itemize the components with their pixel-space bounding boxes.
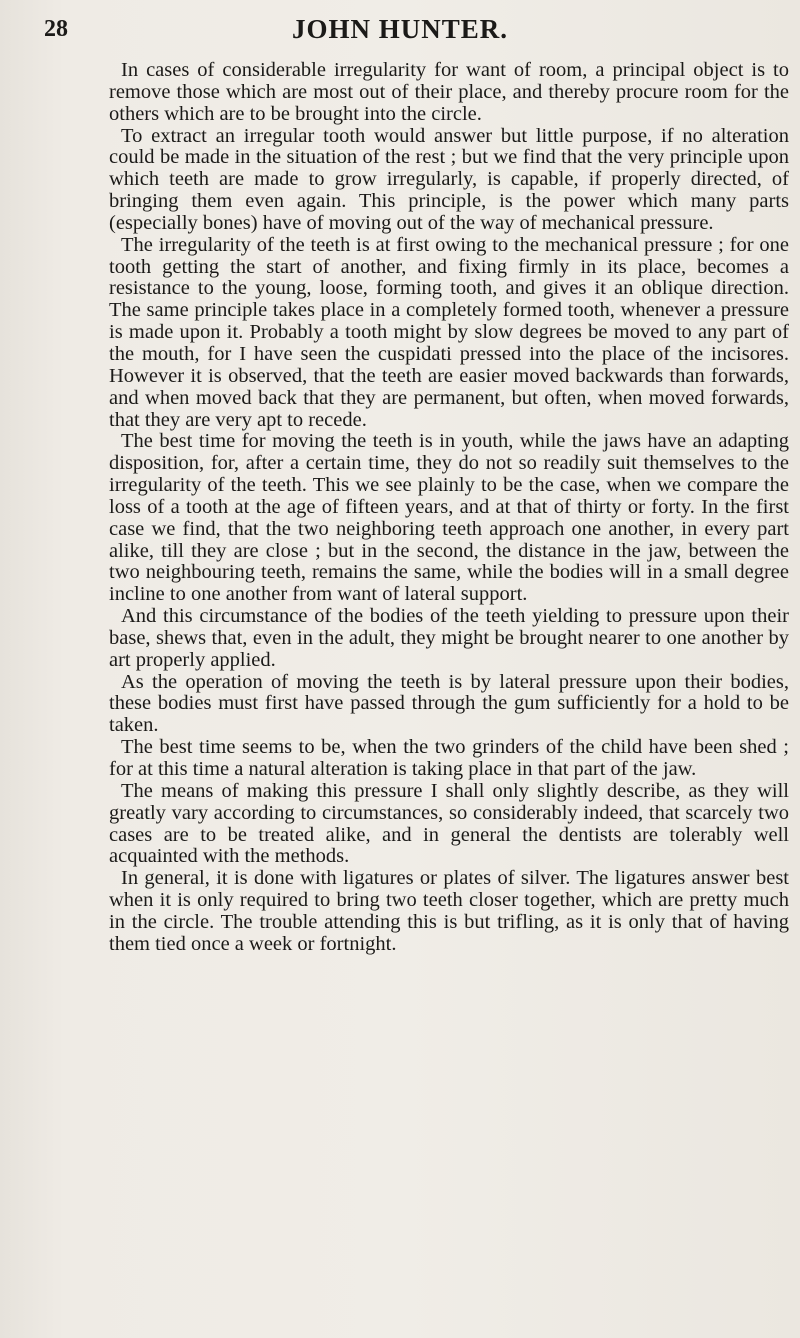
running-head: JOHN HUNTER. [291, 14, 509, 44]
page-number: 28 [44, 16, 68, 42]
paragraph: In cases of considerable irregularity for want of room, a principal object is to remove those which are most out of their place, and thereby procure room for the others which are to be brought into the circle. [109, 59, 789, 125]
paragraph: As the operation of moving the teeth is by lateral pressure upon their bodies, these bodies must first have passed through the gum sufficiently for a hold to be taken. [109, 670, 789, 737]
paragraph: The irregularity of the teeth is at first owing to the mechanical pressure ; for one tooth getting the start of another, and fixing firmly in its place, becomes a resistance to the young, loose, forming tooth, and gives it an oblique direction. The same principle takes place in a completely formed tooth, whenever a pressure is made upon it. Probably a tooth might by slow degrees be moved to any part of the mouth, for I have seen the cuspidati pressed into the place of the incisores. However it is observed, that the teeth are easier moved backwards than forwards, and when moved back that they are permanent, but often, when moved forwards, that they are very apt to recede. [109, 233, 789, 431]
paragraph: The best time for moving the teeth is in youth, while the jaws have an adapting disposition, for, after a certain time, they do not so readily suit themselves to the irregularity of the teeth. This we see plainly to be the case, when we compare the loss of a tooth at the age of fifteen years, and at that of thirty or forty. In the first case we find, that the two neighboring teeth approach one another, in every part alike, till they are close ; but in the second, the distance in the jaw, between the two neighbouring teeth, remains the same, while the bodies will in a small degree incline to one another from want of lateral support. [109, 430, 789, 606]
paragraph: In general, it is done with ligatures or plates of silver. The ligatures answer best when it is only required to bring two teeth closer together, which are pretty much in the circle. The trouble attending this is but trifling, as it is only that of having them tied once a week or fortnight. [109, 867, 789, 955]
body-text [109, 60, 789, 956]
paragraph: And this circumstance of the bodies of the teeth yielding to pressure upon their base, shews that, even in the adult, they might be brought nearer to one another by art properly applied. [109, 605, 789, 671]
page-header [0, 14, 800, 44]
paragraph: The best time seems to be, when the two grinders of the child have been shed ; for at this time a natural alteration is taking place in that part of the jaw. [109, 736, 789, 780]
paragraph: The means of making this pressure I shall only slightly describe, as they will greatly vary according to circumstances, so considerably indeed, that scarcely two cases are to be treated alike, and in general the dentists are tolerably well acquainted with the methods. [109, 779, 789, 868]
paragraph: To extract an irregular tooth would answer but little purpose, if no alteration could be made in the situation of the rest ; but we find that the very principle upon which teeth are made to grow irregularly, is capable, if properly directed, of bringing them even again. This principle, is the power which many parts (especially bones) have of moving out of the way of mechanical pressure. [109, 124, 789, 234]
